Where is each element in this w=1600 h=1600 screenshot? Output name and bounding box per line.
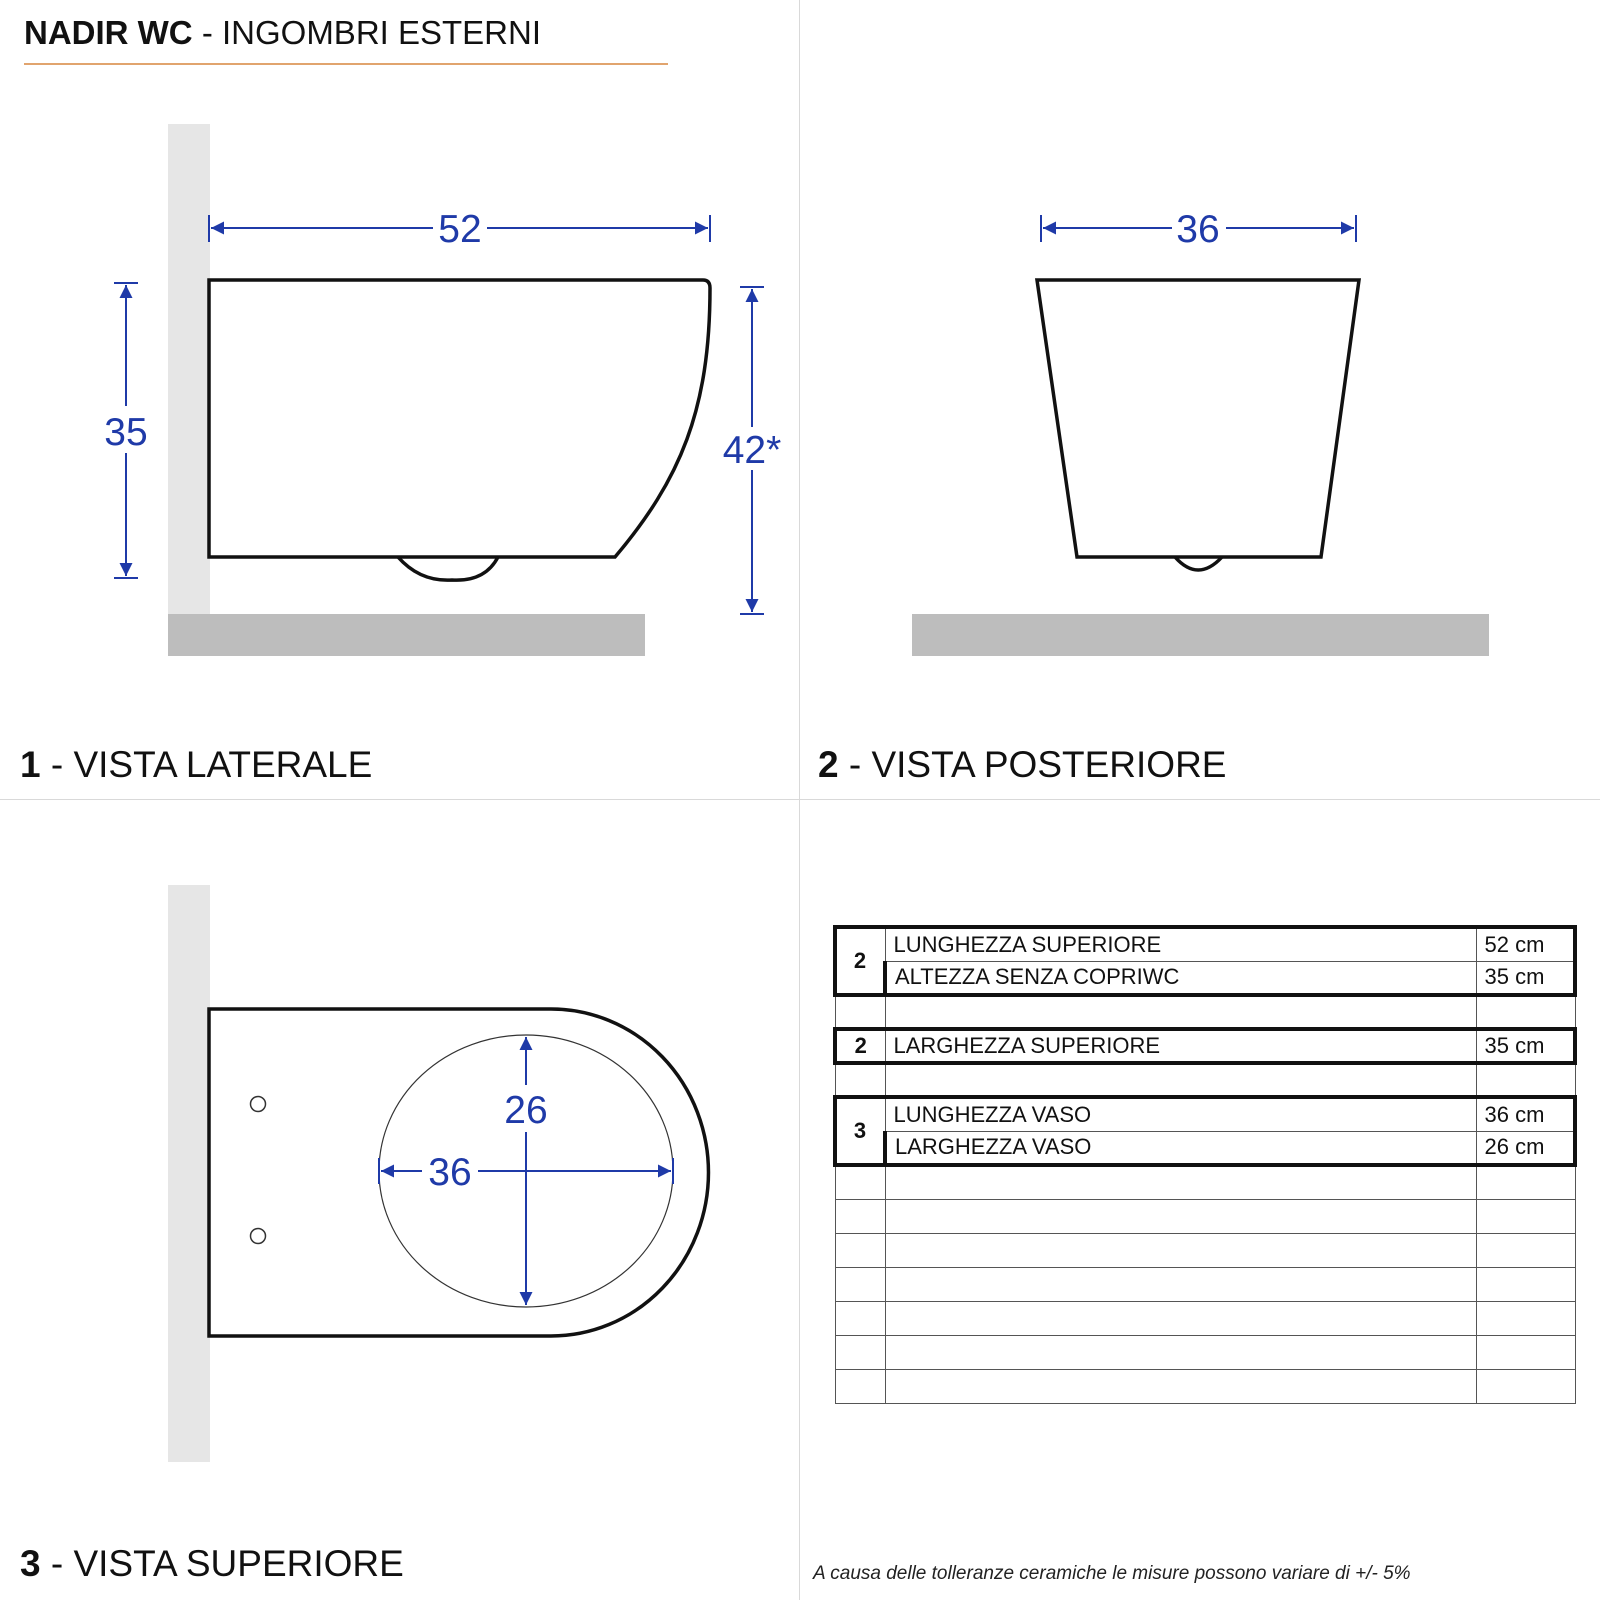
- measure-label: LUNGHEZZA SUPERIORE: [885, 927, 1476, 961]
- tolerance-footnote: A causa delle tolleranze ceramiche le misure possono variare di +/- 5%: [813, 1563, 1411, 1584]
- measure-label: LARGHEZZA VASO: [885, 1131, 1476, 1165]
- title-subtitle: - INGOMBRI ESTERNI: [201, 14, 542, 51]
- table-row: [835, 1097, 1575, 1131]
- measure-value: 36 cm: [1476, 1097, 1575, 1131]
- side-outlet: [398, 557, 498, 580]
- view-name: - VISTA LATERALE: [50, 744, 373, 785]
- side-view-drawing: [104, 124, 781, 656]
- side-length-label: 52: [438, 208, 482, 251]
- side-height-label: 35: [104, 411, 148, 454]
- top-wall: [168, 885, 210, 1462]
- side-wall: [168, 124, 210, 614]
- measure-label: LUNGHEZZA VASO: [885, 1097, 1476, 1131]
- view-label-rear: [818, 744, 1226, 786]
- view-label-top: [20, 1543, 404, 1585]
- side-bowl-outline: [209, 280, 710, 557]
- table-row: [835, 961, 1575, 995]
- table-row-empty: [835, 1267, 1575, 1301]
- view-name: - VISTA POSTERIORE: [848, 744, 1227, 785]
- table-row-empty: [835, 1063, 1575, 1097]
- top-view-drawing: [168, 885, 708, 1462]
- rear-bowl-outline: [1037, 280, 1359, 557]
- top-bowl-length-label: 36: [428, 1151, 472, 1194]
- measure-label: ALTEZZA SENZA COPRIWC: [885, 961, 1476, 995]
- top-bowl-width-label: 26: [504, 1089, 548, 1132]
- table-row-empty: [835, 1165, 1575, 1199]
- side-floor: [168, 614, 645, 656]
- rear-floor: [912, 614, 1489, 656]
- view-number: 1: [20, 744, 41, 785]
- measure-value: 52 cm: [1476, 927, 1575, 961]
- table-row-empty: [835, 1199, 1575, 1233]
- view-name: - VISTA SUPERIORE: [50, 1543, 404, 1584]
- rear-width-label: 36: [1176, 208, 1220, 251]
- measure-value: 26 cm: [1476, 1131, 1575, 1165]
- group-number: 2: [835, 1029, 885, 1063]
- fixing-hole-bottom: [251, 1229, 266, 1244]
- table-row-empty: [835, 1335, 1575, 1369]
- measure-value: 35 cm: [1476, 1029, 1575, 1063]
- table-row-empty: [835, 1301, 1575, 1335]
- rear-outlet: [1175, 557, 1222, 570]
- dimensions-table: [833, 925, 1577, 1404]
- table-row: [835, 1131, 1575, 1165]
- measure-label: LARGHEZZA SUPERIORE: [885, 1029, 1476, 1063]
- view-number: 2: [818, 744, 839, 785]
- side-total-height-label: 42*: [722, 429, 782, 472]
- product-name: NADIR WC: [24, 14, 193, 51]
- table-row-empty: [835, 1369, 1575, 1403]
- table-row-empty: [835, 995, 1575, 1029]
- table-row-empty: [835, 1233, 1575, 1267]
- rear-view-drawing: [912, 208, 1489, 656]
- measure-value: 35 cm: [1476, 961, 1575, 995]
- table-row: [835, 927, 1575, 961]
- group-number: 3: [835, 1097, 885, 1165]
- group-number: 2: [835, 927, 885, 995]
- view-number: 3: [20, 1543, 41, 1584]
- table-row: [835, 1029, 1575, 1063]
- view-label-side: [20, 744, 372, 786]
- fixing-hole-top: [251, 1097, 266, 1112]
